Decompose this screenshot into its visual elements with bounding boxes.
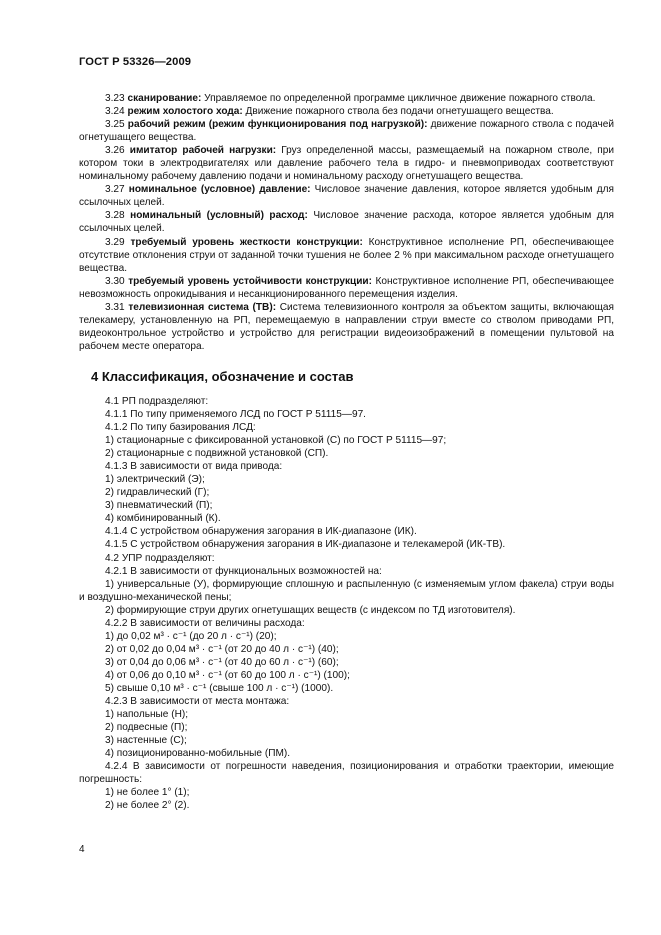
definition-text: Управляемое по определенной программе цикличное движение пожарного ствола. (201, 93, 596, 104)
classification-line: 5) свыше 0,10 м³ · с⁻¹ (свыше 100 л · с⁻¹) (1000). (105, 682, 334, 694)
classification-line: 4.1.2 По типу базирования ЛСД: (105, 422, 256, 434)
classification-line: 4.1 РП подразделяют: (105, 395, 209, 407)
classification-line: 4.2.3 В зависимости от места монтажа: (105, 696, 290, 708)
definition-text: Числовое значение расхода, которое является удобным для ссылочных целей. (79, 210, 615, 235)
classification-line: 2) формирующие струи других огнетушащих веществ (с индексом по ТД изготовителя). (105, 604, 516, 616)
definition-term: имитатор рабочей нагрузки: (129, 145, 277, 157)
definition-number: 3.26 (105, 145, 125, 157)
definition-number: 3.23 (105, 93, 125, 104)
definition-text: Числовое значение давления, которое является удобным для ссылочных целей. (79, 184, 614, 209)
definition-term: номинальный (условный) расход: (130, 210, 308, 222)
classification-line: 4.2.1 В зависимости от функциональных возможностей на: (105, 565, 382, 577)
classification-line: 3) пневматический (П); (105, 500, 213, 512)
definition-term: телевизионная система (ТВ): (128, 301, 277, 313)
classification-line: 1) стационарные с фиксированной установкой (С) по ГОСТ Р 51115—97; (105, 435, 447, 447)
classification-line: 4.2 УПР подразделяют: (105, 552, 215, 564)
definition-number: 3.25 (105, 119, 125, 131)
classification-line: 4.1.3 В зависимости от вида привода: (105, 461, 283, 473)
classification-list (79, 395, 614, 813)
definition-text: Конструктивное исполнение РП, обеспечивающее невозможность опрокидывания и несанкционированного перемещения изделия. (79, 275, 614, 300)
definition-text: движение пожарного ствола с подачей огнетушащего вещества. (79, 119, 614, 144)
definition-number: 3.27 (105, 184, 125, 196)
page-number: 4 (79, 844, 85, 855)
definition-term: рабочий режим (режим функционирования под нагрузкой): (127, 119, 428, 131)
definition-term: номинальное (условное) давление: (128, 184, 311, 196)
definition-text: Груз определенной массы, размещаемый на пожарном стволе, при котором токи в электродвигателях или давление рабочего тела в гидро- и пневмоприводах соответствуют номинальному рабочему давлению подачи и номинальному расходу огнетушащего вещества. (79, 145, 614, 183)
classification-line: 1) электрический (Э); (105, 474, 205, 486)
classification-line: 4.1.5 С устройством обнаружения загорания в ИК-диапазоне и телекамерой (ИК-ТВ). (105, 539, 506, 551)
section-title: 4 Классификация, обозначение и состав (91, 368, 354, 384)
classification-line: 4) комбинированный (К). (105, 513, 221, 525)
classification-line: 2) гидравлический (Г); (105, 487, 210, 499)
definition-paragraph (79, 236, 614, 275)
classification-line: 4.1.4 С устройством обнаружения загорания в ИК-диапазоне (ИК). (105, 526, 417, 538)
standard-header: ГОСТ Р 53326—2009 (79, 56, 192, 68)
classification-line: 2) подвесные (П); (105, 722, 188, 734)
classification-line: 3) настенные (С); (105, 735, 187, 747)
classification-line: 2) не более 2° (2). (105, 800, 190, 812)
classification-line: 4.1.1 По типу применяемого ЛСД по ГОСТ Р 51115—97. (105, 408, 366, 420)
definition-paragraph (79, 144, 614, 183)
classification-line: 3) от 0,04 до 0,06 м³ · с⁻¹ (от 40 до 60 л · с⁻¹) (60); (105, 656, 339, 668)
definition-number: 3.30 (105, 275, 125, 287)
definition-number: 3.24 (105, 106, 125, 118)
classification-line: 4) позиционированно-мобильные (ПМ). (105, 748, 291, 760)
definition-term: требуемый уровень жесткости конструкции: (130, 236, 363, 248)
definition-number: 3.31 (105, 301, 125, 313)
classification-line: 1) до 0,02 м³ · с⁻¹ (до 20 л · с⁻¹) (20); (105, 630, 277, 642)
definition-paragraph (79, 301, 614, 353)
classification-line: 2) стационарные с подвижной установкой (СП). (105, 448, 329, 460)
classification-line: 2) от 0,02 до 0,04 м³ · с⁻¹ (от 20 до 40 л · с⁻¹) (40); (105, 643, 339, 655)
classification-line: 4) от 0,06 до 0,10 м³ · с⁻¹ (от 60 до 100 л · с⁻¹) (100); (105, 669, 350, 681)
definition-term: требуемый уровень устойчивости конструкции: (128, 275, 372, 287)
classification-line: 1) не более 1° (1); (105, 787, 190, 799)
definition-number: 3.29 (105, 236, 125, 248)
definition-paragraph (79, 105, 614, 118)
definition-paragraph (79, 183, 614, 209)
definition-text: Конструктивное исполнение РП, обеспечивающее отсутствие отклонения струи от заданной точки тушения не более 2 % при максимальном расходе огнетушащего вещества. (79, 236, 614, 274)
classification-line: 4.2.2 В зависимости от величины расхода: (105, 617, 305, 629)
definition-paragraph (79, 92, 614, 105)
definition-paragraph (79, 118, 614, 144)
definition-text: Движение пожарного ствола без подачи огнетушащего вещества. (242, 106, 554, 118)
definition-term: режим холостого хода: (127, 106, 243, 118)
classification-line: 4.2.4 В зависимости от погрешности наведения, позиционирования и отработки траектории, имеющие погрешность: (79, 761, 614, 786)
definitions-list (79, 92, 614, 353)
definition-text: Система телевизионного контроля за объектом защиты, включающая телекамеру, установленную на РП, перемещаемую в направлении струи вместе со стволом приводами РП, видеоконтрольное устройство и устройство для регистрации видеоизображений в помещении пультовой на рабочем месте оператора. (79, 301, 614, 352)
definition-paragraph (79, 209, 614, 235)
classification-line: 1) универсальные (У), формирующие сплошную и распыленную (с изменяемым углом факела) струи воды и воздушно-механической пены; (79, 578, 614, 603)
classification-line: 1) напольные (Н); (105, 709, 189, 721)
definition-number: 3.28 (105, 210, 125, 222)
document-body (79, 92, 614, 812)
definition-paragraph (79, 275, 614, 301)
definition-term: сканирование: (127, 93, 202, 104)
